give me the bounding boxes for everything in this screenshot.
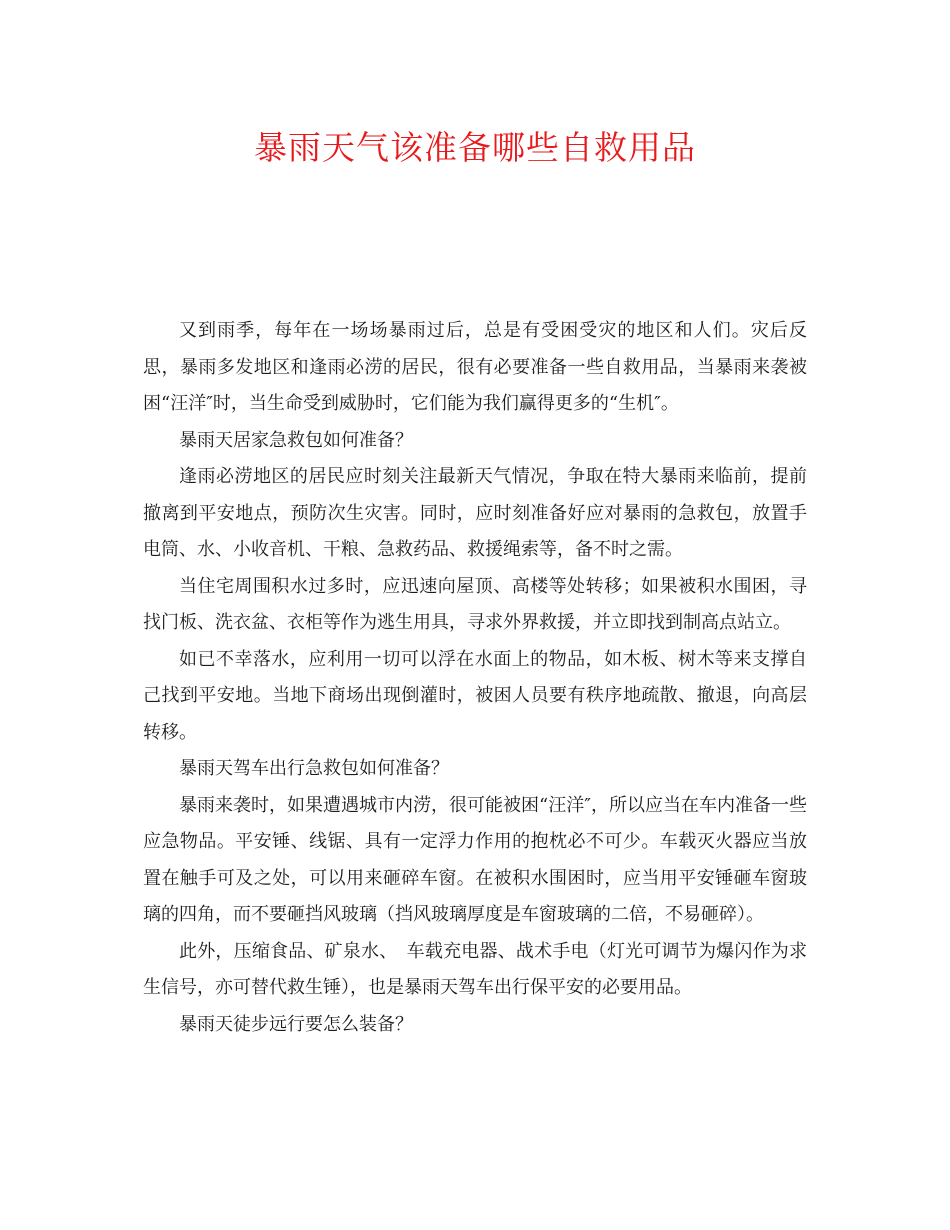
- heading-driving-kit: 暴雨天驾车出行急救包如何准备？: [179, 758, 449, 779]
- document-title: 暴雨天气该准备哪些自救用品: [254, 128, 696, 167]
- heading-home-kit: 暴雨天居家急救包如何准备？: [179, 429, 413, 451]
- document-body: [143, 313, 807, 1043]
- paragraph-driving-kit: 暴雨来袭时，如果遭遇城市内涝，很可能被困“汪洋″，所以应当在车内准备一些应急物品。平安锤、线锯、具有一定浮力作用的抱枕必不可少。车载灭火器应当放置在触手可及之处，可以用来砸碎车窗。在被积水围困时，应当用平安锤砸车窗玻璃的四角，而不要砸挡风玻璃（挡风玻璃厚度是车窗玻璃的二倍，不易砸碎）。: [143, 794, 807, 925]
- paragraph-flooded-house: 当住宅周围积水过多时，应迅速向屋顶、高楼等处转移；如果被积水围困，寻找门板、洗衣盆、衣柜等作为逃生用具，寻求外界救援，并立即找到制高点站立。: [143, 575, 807, 633]
- paragraph-fallen-into-water: 如已不幸落水，应利用一切可以浮在水面上的物品，如木板、树木等来支撑自己找到平安地。当地下商场出现倒灌时，被困人员要有秩序地疏散、撤退，向高层转移。: [143, 648, 807, 743]
- paragraph-driving-extras: 此外，压缩食品、矿泉水、 车载充电器、战术手电（灯光可调节为爆闪作为求生信号，亦可替代救生锤），也是暴雨天驾车出行保平安的必要用品。: [143, 940, 807, 998]
- heading-hiking-gear: 暴雨天徒步远行要怎么装备？: [179, 1013, 413, 1035]
- paragraph-home-kit: 逢雨必涝地区的居民应时刻关注最新天气情况，争取在特大暴雨来临前，提前撤离到平安地点，预防次生灾害。同时，应时刻准备好应对暴雨的急救包，放置手电筒、水、小收音机、干粮、急救药品、救援绳索等，备不时之需。: [143, 466, 807, 560]
- paragraph-intro: 又到雨季，每年在一场场暴雨过后，总是有受困受灾的地区和人们。灾后反思，暴雨多发地区和逢雨必涝的居民，很有必要准备一些自救用品，当暴雨来袭被困“汪洋″时，当生命受到威胁时，它们能为我们赢得更多的“生机″。: [143, 320, 807, 414]
